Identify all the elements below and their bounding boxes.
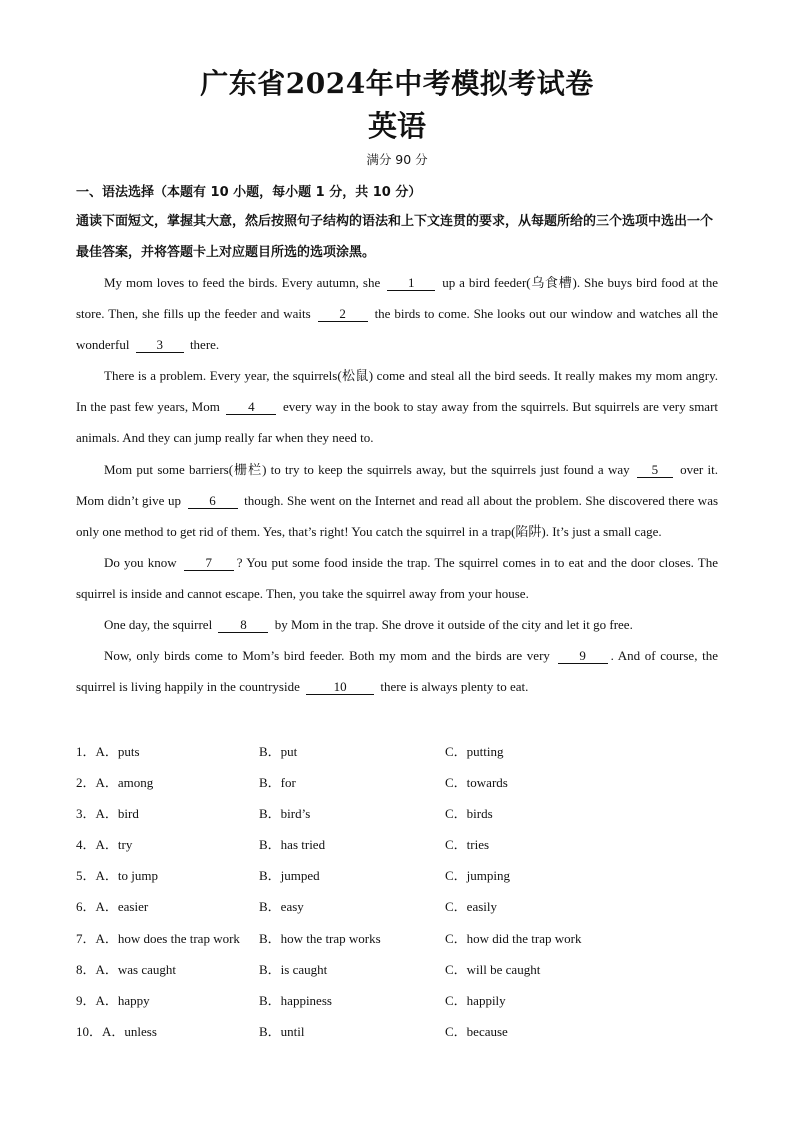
option-c: C．birds: [445, 806, 493, 822]
option-c: C．jumping: [445, 868, 511, 884]
text: . And of course, the squirrel is living happily in the countryside: [76, 648, 718, 695]
option-c: C．towards: [445, 775, 508, 791]
option-a: 5．A．to jump: [76, 868, 158, 884]
option-a: 8．A．was caught: [76, 961, 177, 977]
paragraph-1: [76, 267, 718, 360]
option-row-8: [76, 954, 726, 985]
section-heading: 一、语法选择（本题有 10 小题，每小题 1 分，共 10 分）: [76, 185, 422, 200]
option-c: C．easily: [445, 899, 497, 915]
option-b: B．is caught: [259, 961, 328, 977]
text: there is always plenty to eat.: [380, 679, 529, 695]
text: though. She went on the Internet and read all about the problem. She discovered there was only one method to get rid of them. Yes, that’s right! You catch the squirrel in a trap(陷阱). It’s just a small cage.: [76, 492, 719, 539]
option-a: 7．A．how does the trap work: [76, 930, 240, 946]
option-c: C．happily: [445, 992, 506, 1008]
text: ? You put some food inside the trap. The squirrel comes in to eat and the door closes. The squirrel is inside and cannot escape. Then, you take the squirrel away from your house.: [76, 554, 719, 601]
blank-6: 6: [188, 494, 238, 509]
option-row-6: [76, 891, 726, 922]
text: Do you know: [104, 554, 177, 570]
paragraph-6: [76, 640, 718, 702]
option-row-5: [76, 860, 726, 891]
text: over it. Mom didn’t give up: [76, 461, 718, 508]
blank-8: 8: [218, 618, 268, 633]
option-c: C．tries: [445, 837, 490, 853]
text: My mom loves to feed the birds. Every autumn, she: [104, 275, 381, 290]
full-score: 满分 90 分: [366, 152, 428, 167]
option-a: 9．A．happy: [76, 992, 150, 1008]
option-b: B．easy: [259, 899, 304, 915]
option-a: 4．A．try: [76, 837, 133, 853]
option-b: B．happiness: [259, 992, 332, 1008]
paragraph-2: [76, 360, 718, 453]
blank-7: 7: [184, 556, 234, 571]
option-c: C．will be caught: [445, 961, 541, 977]
blank-9: 9: [558, 649, 608, 664]
text: up a bird feeder(乌食槽). She buys bird food at the store. Then, she fills up the feeder and waits: [76, 275, 719, 322]
blank-5: 5: [637, 463, 673, 478]
option-b: B．jumped: [259, 868, 320, 884]
option-b: B．until: [259, 1023, 305, 1039]
option-row-9: [76, 985, 726, 1016]
option-c: C．because: [445, 1023, 508, 1039]
option-b: B．put: [259, 744, 298, 759]
option-row-2: [76, 767, 726, 798]
option-b: B．for: [259, 775, 296, 791]
option-a: 6．A．easier: [76, 899, 149, 915]
paragraph-5: [76, 609, 718, 640]
text: Now, only birds come to Mom’s bird feeder. Both my mom and the birds are very: [104, 648, 550, 664]
text: by Mom in the trap. She drove it outside of the city and let it go free.: [274, 617, 633, 633]
paragraph-3: [76, 454, 718, 547]
text: One day, the squirrel: [104, 617, 213, 633]
option-row-7: [76, 923, 726, 954]
option-row-1: [76, 736, 726, 767]
text: there.: [189, 337, 220, 353]
text: Mom put some barriers(栅栏) to try to keep the squirrels away, but the squirrels just found a way: [104, 461, 630, 477]
option-row-3: [76, 798, 726, 829]
blank-1: 1: [387, 276, 435, 291]
option-a: 10．A．unless: [76, 1023, 157, 1039]
option-a: 2．A．among: [76, 775, 154, 791]
option-c: C．how did the trap work: [445, 930, 582, 946]
subject-title: 英语: [367, 109, 426, 143]
blank-3: 3: [136, 338, 184, 353]
blank-4: 4: [226, 400, 276, 415]
text: every way in the book to stay away from the squirrels. But squirrels are very smart animals. And they can jump really far when they need to.: [76, 399, 719, 446]
option-c: C．putting: [445, 744, 504, 759]
option-b: B．how the trap works: [259, 930, 381, 946]
option-a: 1．A．puts: [76, 744, 140, 759]
paragraph-4: [76, 547, 718, 609]
option-row-10: [76, 1016, 726, 1047]
text: the birds to come. She looks out our window and watches all the wonderful: [76, 306, 718, 353]
exam-title: 广东省2024年中考模拟考试卷: [200, 67, 594, 100]
option-b: B．has tried: [259, 837, 326, 853]
option-a: 3．A．bird: [76, 806, 139, 822]
blank-10: 10: [306, 680, 374, 695]
blank-2: 2: [318, 307, 368, 322]
cloze-passage: [76, 267, 718, 702]
section-instruction: 通读下面短文，掌握其大意，然后按照句子结构的语法和上下文连贯的要求，从每题所给的三个选项中选出一个最佳答案，并将答题卡上对应题目所选的选项涂黑。: [76, 214, 714, 260]
option-b: B．bird’s: [259, 806, 311, 822]
text: There is a problem. Every year, the squirrels(松鼠) come and steal all the bird seeds. It really makes my mom angry. In the past few years, Mom: [76, 368, 718, 415]
option-row-4: [76, 829, 726, 860]
answer-options: [76, 736, 726, 1047]
